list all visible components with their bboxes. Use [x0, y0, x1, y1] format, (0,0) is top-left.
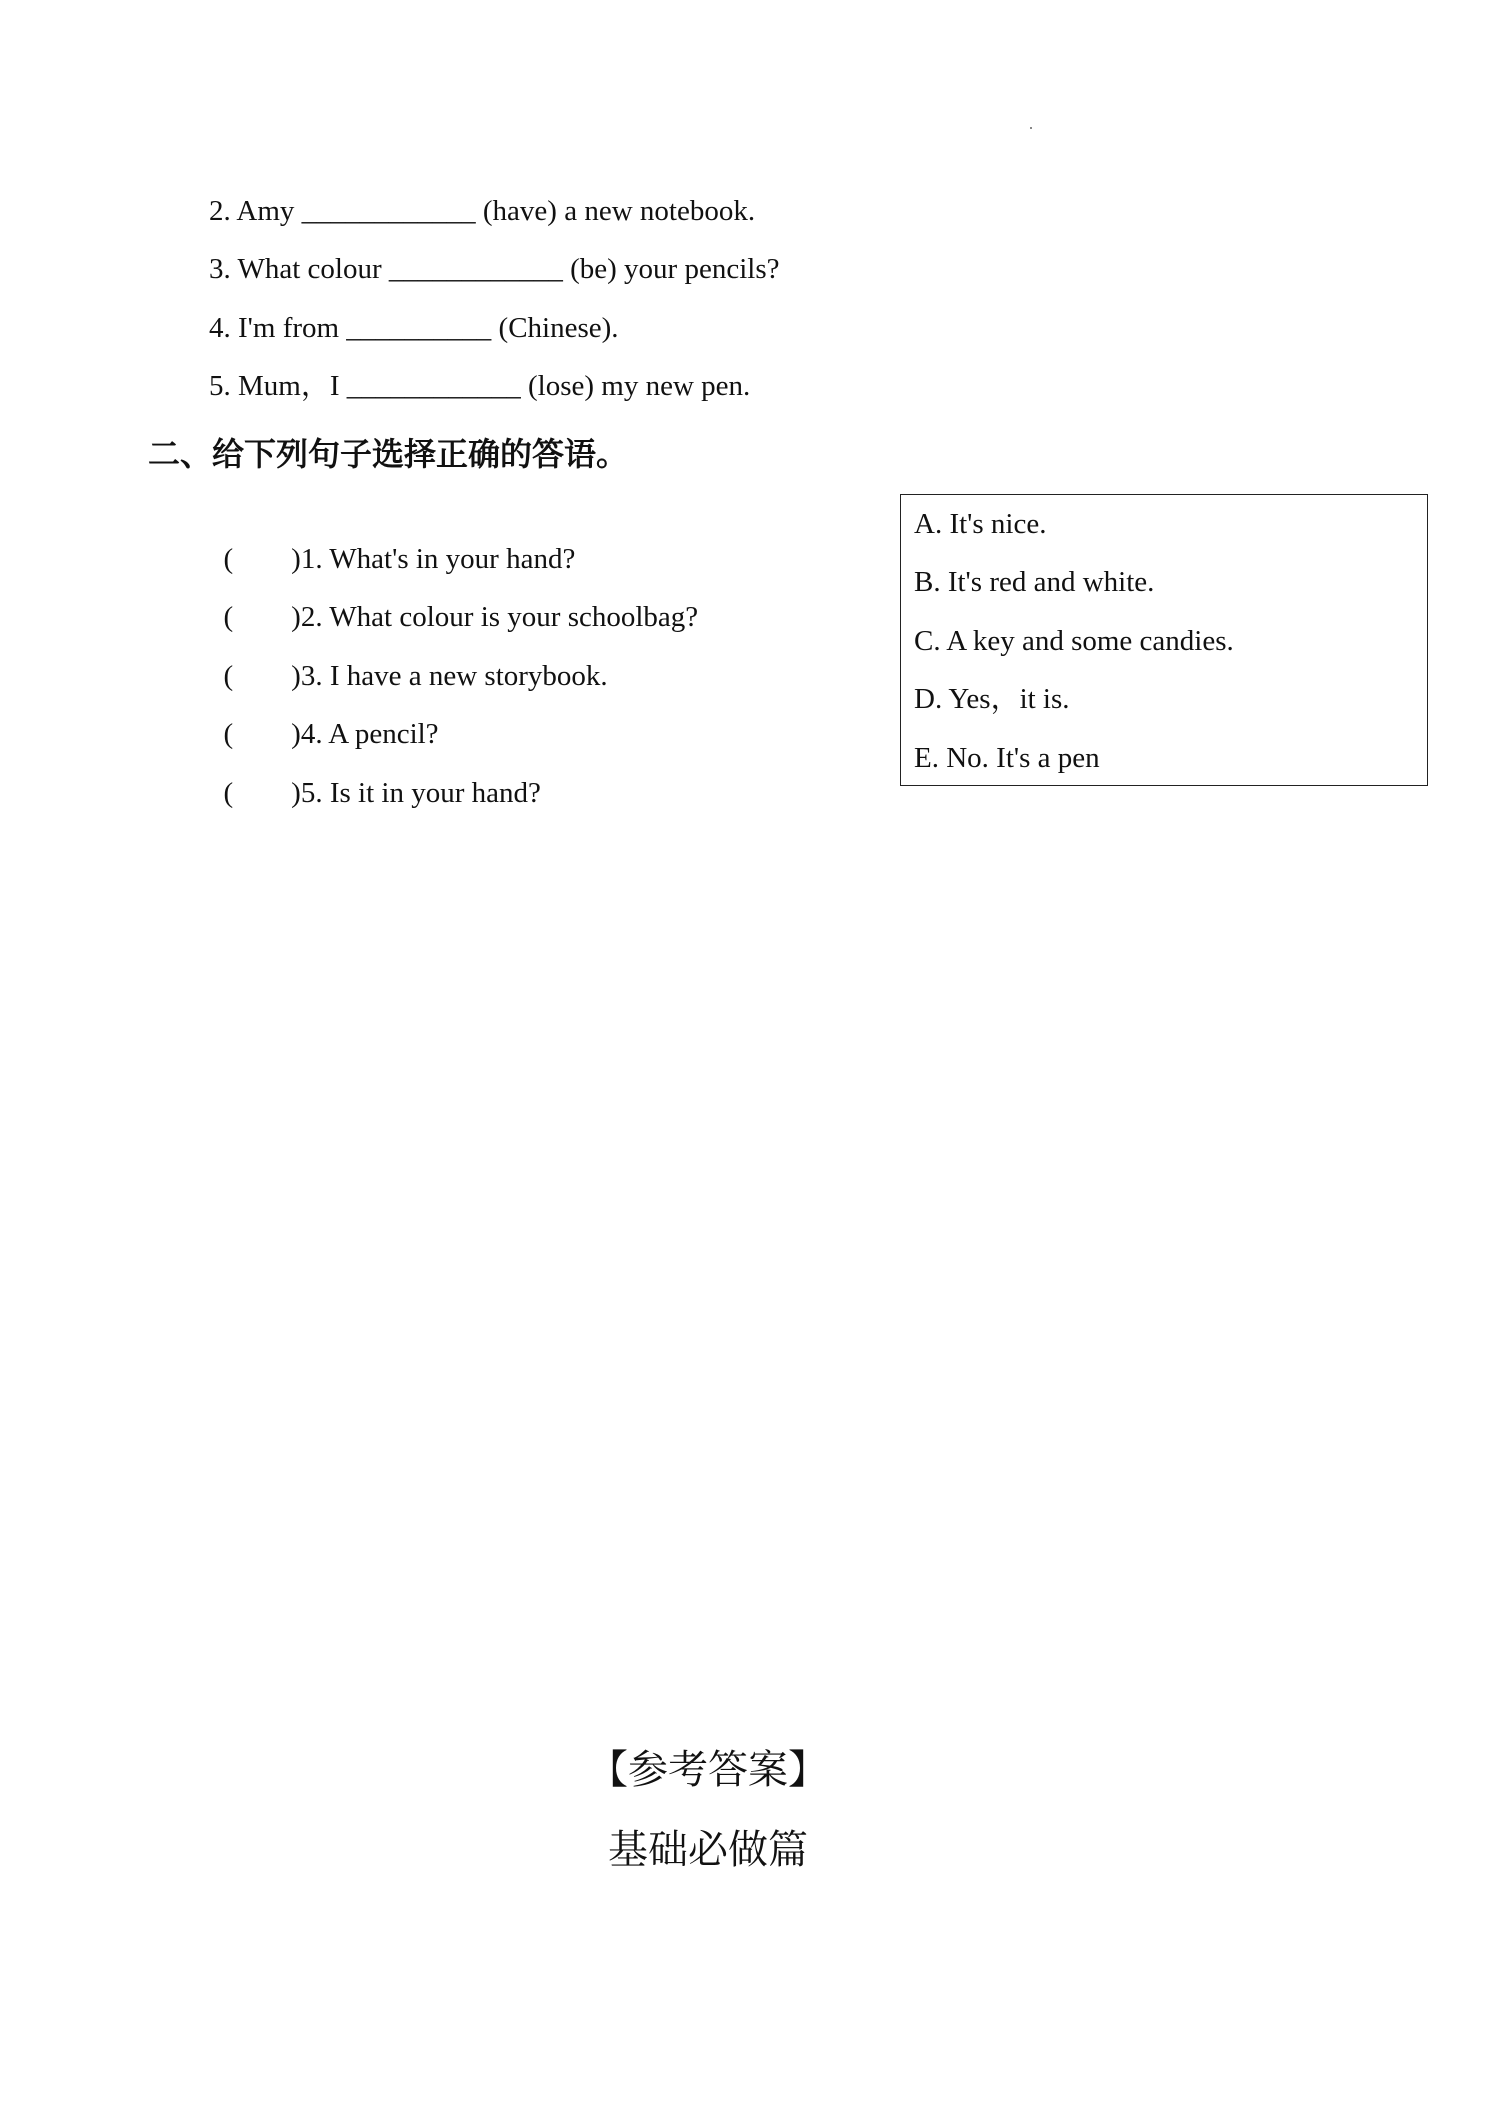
question-text: 5. Is it in your hand? [300, 777, 541, 809]
fill-blank-item-5: 5. Mum，I ____________ (lose) my new pen. [209, 370, 751, 402]
answer-paren: ( ) [223, 543, 301, 575]
option-c: C. A key and some candies. [914, 625, 1234, 657]
option-e: E. No. It's a pen [914, 742, 1100, 774]
question-5 [209, 739, 541, 811]
section-two-heading: 二、给下列句子选择正确的答语。 [148, 435, 629, 473]
answer-key-subtitle: 基础必做篇 [608, 1827, 808, 1873]
fill-blank-item-4: 4. I'm from __________ (Chinese). [209, 312, 619, 344]
question-text: 2. What colour is your schoolbag? [300, 601, 699, 633]
fill-blank-item-2: 2. Amy ____________ (have) a new notebook. [209, 195, 756, 227]
answer-paren: ( ) [223, 777, 301, 809]
answer-paren: ( ) [223, 718, 301, 750]
fill-blank-item-3: 3. What colour ____________ (be) your pencils? [209, 253, 780, 285]
question-text: 3. I have a new storybook. [300, 660, 608, 692]
answer-paren: ( ) [223, 660, 301, 692]
page-speck [1030, 127, 1032, 129]
question-text: 1. What's in your hand? [300, 543, 576, 575]
option-d: D. Yes，it is. [914, 683, 1070, 715]
option-a: A. It's nice. [914, 508, 1047, 540]
question-text: 4. A pencil? [300, 718, 439, 750]
answer-paren: ( ) [223, 601, 301, 633]
answer-options-box [900, 494, 1428, 786]
option-b: B. It's red and white. [914, 566, 1155, 598]
answer-key-title: 【参考答案】 [588, 1747, 828, 1793]
